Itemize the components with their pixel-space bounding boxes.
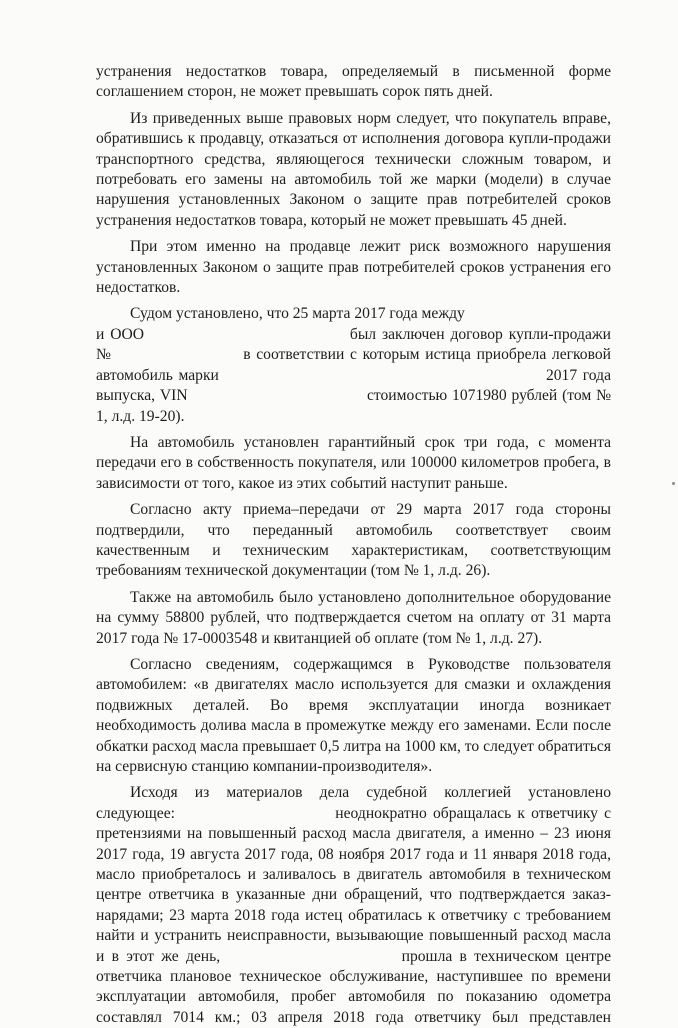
paragraph-6: Согласно акту приема–передачи от 29 марта 2017 года стороны подтвердили, что переданный автомобиль соответствует своим качественным и техническим характеристикам, соответствующим требованиям технической документации (том № 1, л.д. 26). (96, 501, 611, 580)
paragraph-1: устранения недостатков товара, определяемый в письменной форме соглашением сторон, не может превышать сорок пять дней. (96, 63, 611, 101)
paragraph-9-line: нарядами; 23 марта 2018 года истец обратилась к ответчику с требованием (96, 906, 611, 924)
paragraph-9-line: Исходя из материалов дела судебной коллегией установлено (130, 784, 611, 802)
paragraph-3: При этом именно на продавце лежит риск возможного нарушения установленных Законом о защите прав потребителей сроков устранения его недостатков. (96, 238, 611, 297)
paragraph-9-line: претензиями на повышенный расход масла двигателя, а именно – 23 июня (96, 825, 611, 843)
paragraph-7: Также на автомобиль было установлено дополнительное оборудование на сумму 58800 рублей, что подтверждается счетом на оплату от 31 марта 2017 года № 17-0003548 и квитанцией об оплате (том № 1, л.д. 27). (96, 588, 611, 647)
paragraph-9-line: 2017 года, 19 августа 2017 года, 08 ноября 2017 года и 11 января 2018 года, (96, 845, 611, 863)
paragraph-9-line: найти и устранить неисправности, вызывающие повышенный расход масла (96, 927, 611, 945)
paragraph-4-line: 1, л.д. 19-20). (96, 407, 185, 425)
paragraph-4-line: № в соответствии с которым истица приобрела легковой (96, 346, 611, 364)
paragraph-4-line: выпуска, VIN стоимостью 1071980 рублей (том № (96, 387, 611, 405)
paragraph-9-line: центре ответчика в указанные дни обращений, что подтверждается заказ- (96, 886, 611, 904)
paragraph-9-line: масло приобреталось и заливалось в двигатель автомобиля в техническом (96, 866, 611, 884)
paragraph-9-line: составлял 7014 км.; 03 апреля 2018 года ответчику был представлен (96, 1008, 611, 1026)
paragraph-2: Из приведенных выше правовых норм следует, что покупатель вправе, обратившись к продавцу, отказаться от исполнения договора купли-продажи транспортного средства, являющегося технически сложным товаром, и потребовать его замены на автомобиль той же марки (модели) в случае нарушения установленных Законом о защите прав потребителей сроков устранения недостатков товара, который не может превышать 45 дней. (96, 109, 611, 229)
paragraph-9-line: эксплуатации автомобиля, пробег автомобиля по показанию одометра (96, 988, 611, 1006)
paragraph-4-line: автомобиль марки 2017 года (96, 366, 611, 384)
paragraph-9-line: ответчика плановое техническое обслуживание, наступившее по времени (96, 968, 611, 986)
paragraph-9 (96, 783, 611, 1028)
paragraph-4-line: и ООО был заключен договор купли-продажи (96, 325, 611, 343)
document-text (96, 62, 611, 1028)
paragraph-4-line: Судом установлено, что 25 марта 2017 года между (130, 305, 465, 323)
paragraph-9-line: и в этот же день, прошла в техническом центре (96, 947, 611, 965)
scan-speck (672, 482, 675, 485)
paragraph-5: На автомобиль установлен гарантийный срок три года, с момента передачи его в собственность покупателя, или 100000 километров пробега, в зависимости от того, какое из этих событий наступит раньше. (96, 433, 611, 492)
paragraph-9-line: следующее: неоднократно обращалась к ответчику с (96, 804, 611, 822)
paragraph-8: Согласно сведениям, содержащимся в Руководстве пользователя автомобилем: «в двигателях масло используется для смазки и охлаждения подвижных деталей. Во время эксплуатации иногда возникает необходимость долива масла в промежутке между его заменами. Если после обкатки расход масла превышает 0,5 литра на 1000 км, то следует обратиться на сервисную станцию компании-производителя». (96, 655, 611, 775)
paragraph-4 (96, 304, 611, 426)
